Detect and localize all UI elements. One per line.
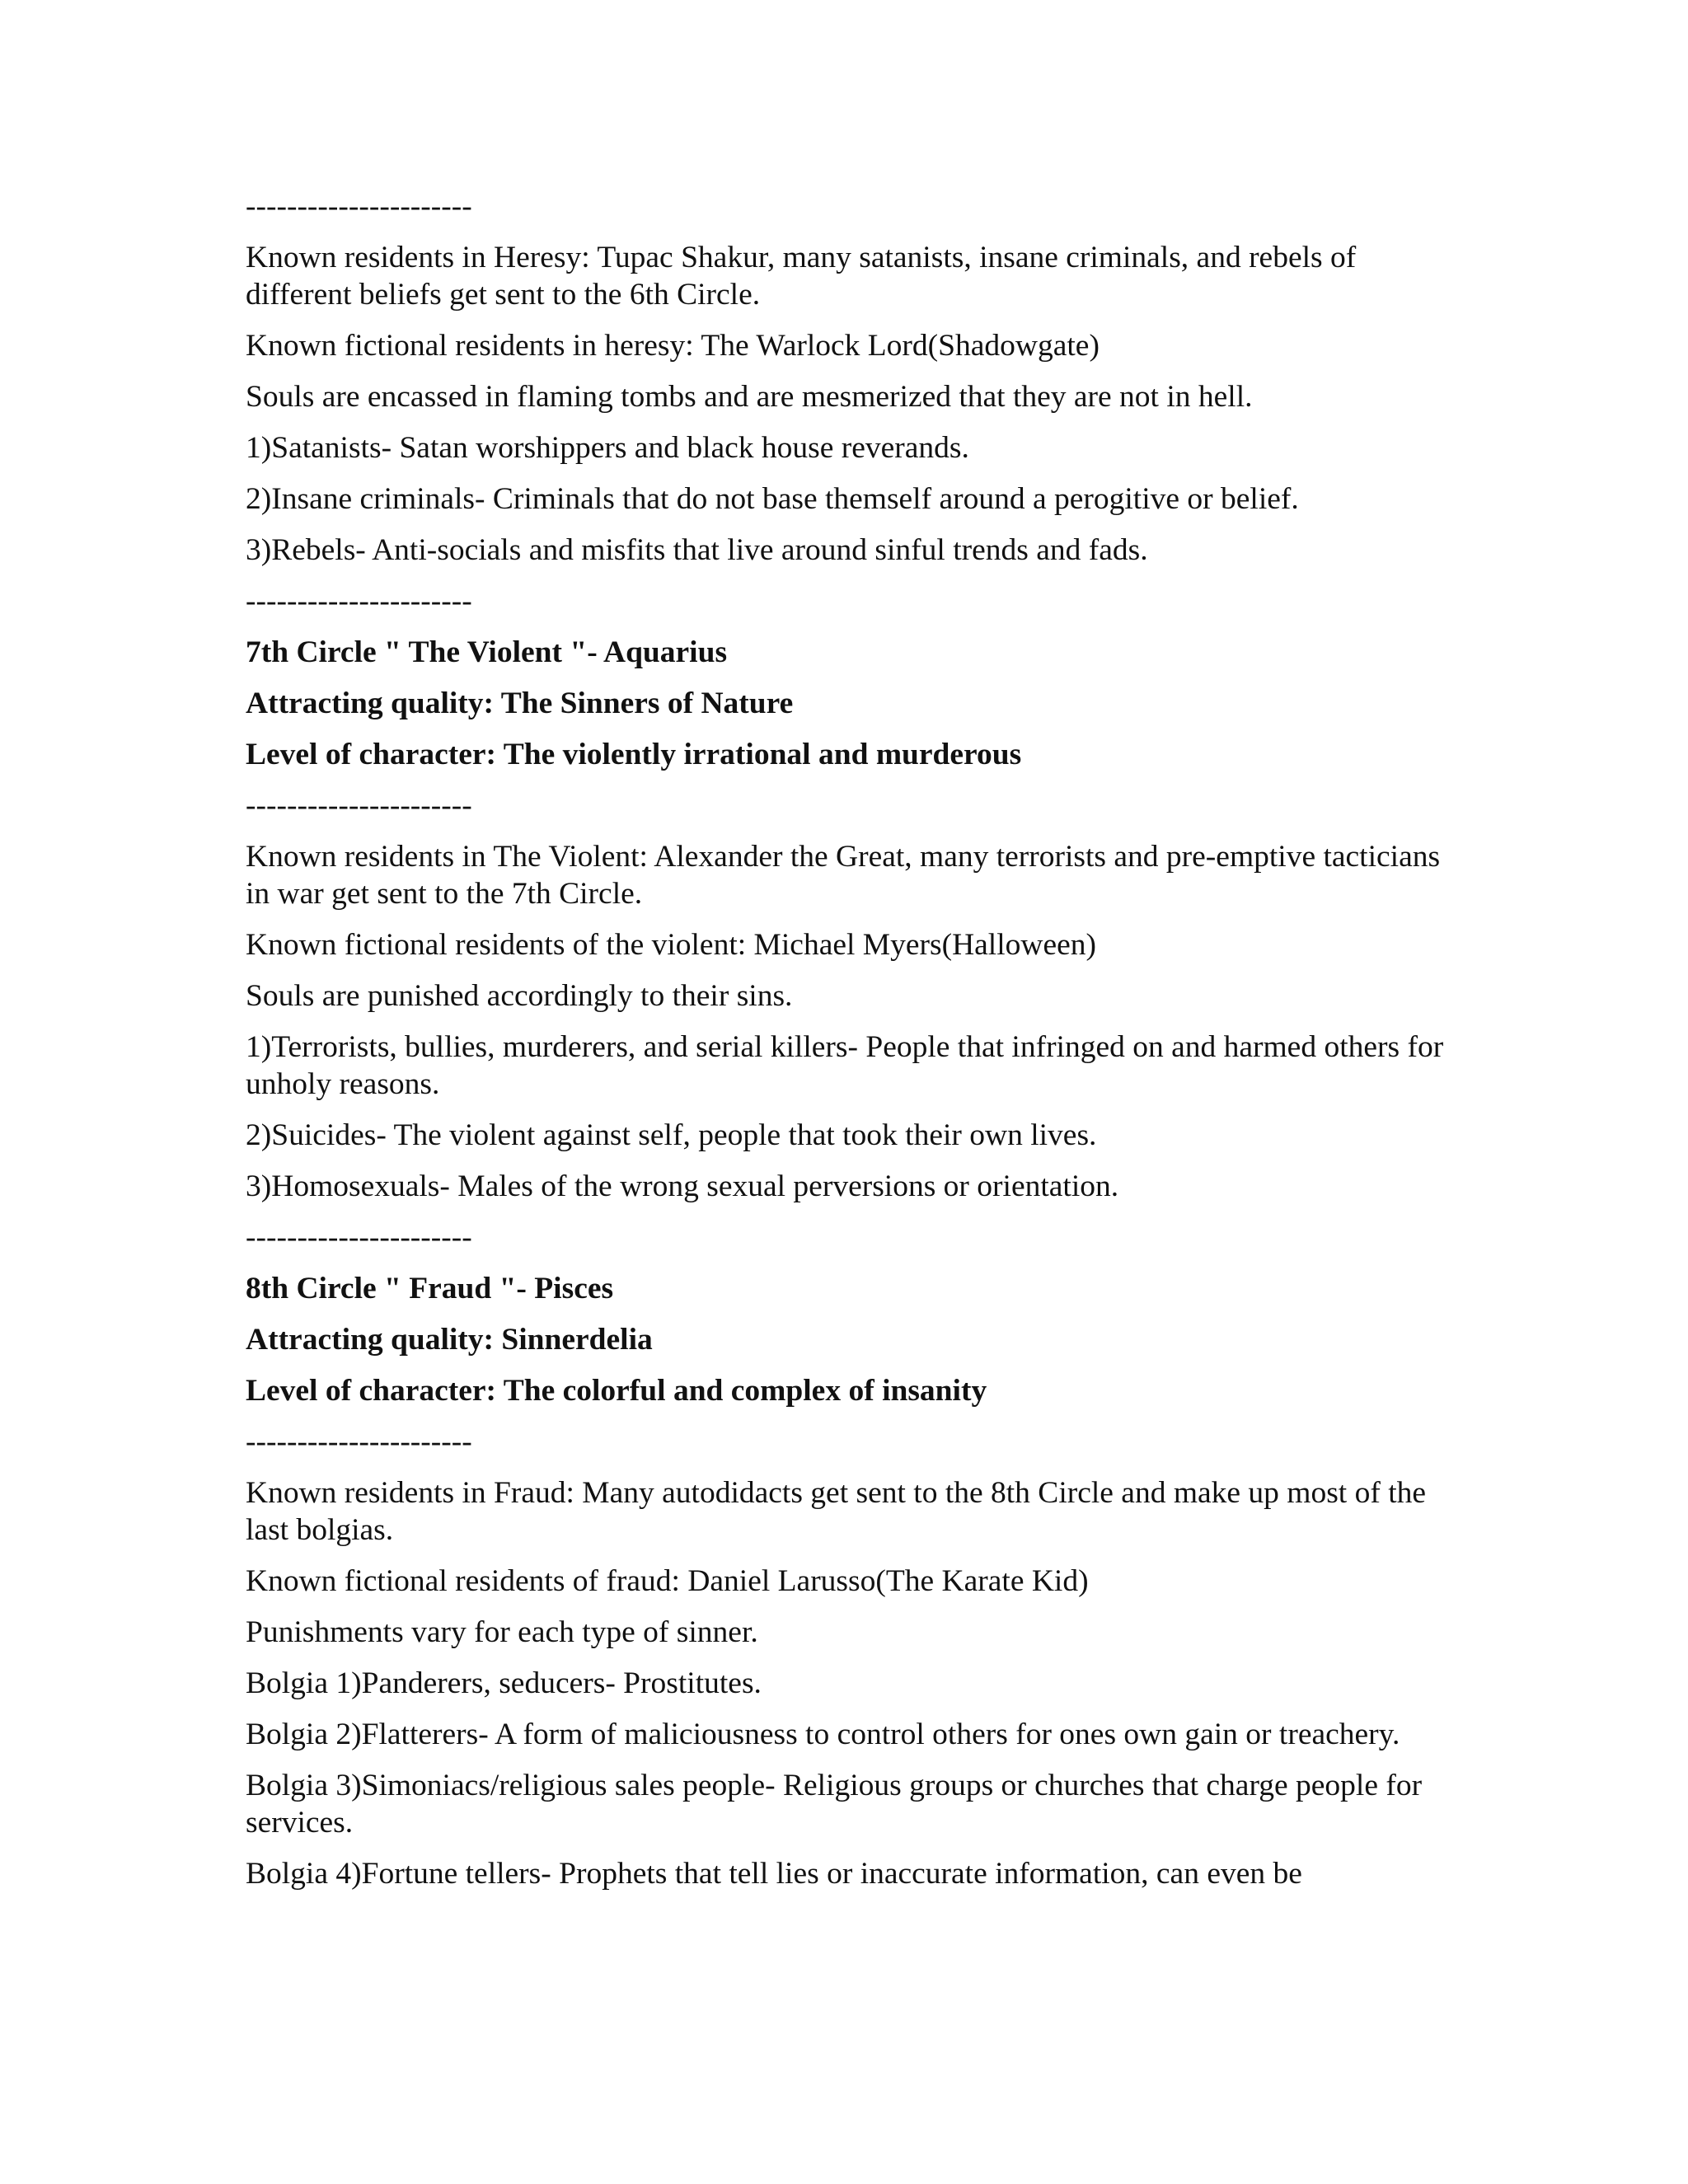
paragraph: 3)Homosexuals- Males of the wrong sexual perversions or orientation. [246, 1169, 1119, 1203]
paragraph: Souls are punished accordingly to their sins. [246, 979, 793, 1013]
paragraph: 3)Rebels- Anti-socials and misfits that live around sinful trends and fads. [246, 533, 1148, 567]
paragraph: Known residents in The Violent: Alexander the Great, many terrorists and pre-emptive tacticians in war get sent to the 7th Circle. [246, 840, 1441, 911]
section-separator: ---------------------- [246, 1425, 472, 1459]
section-heading: Level of character: The violently irrational and murderous [246, 738, 1022, 771]
section-heading: 7th Circle " The Violent "- Aquarius [246, 635, 728, 669]
section-heading: Level of character: The colorful and complex of insanity [246, 1374, 987, 1408]
paragraph: Known residents in Fraud: Many autodidacts get sent to the 8th Circle and make up most of the last bolgias. [246, 1476, 1427, 1547]
section-heading: Attracting quality: The Sinners of Nature [246, 687, 794, 720]
paragraph: Bolgia 1)Panderers, seducers- Prostitutes. [246, 1666, 762, 1700]
paragraph: Known fictional residents of the violent: Michael Myers(Halloween) [246, 928, 1097, 962]
section-separator: ---------------------- [246, 789, 472, 823]
paragraph: Known residents in Heresy: Tupac Shakur, many satanists, insane criminals, and rebels of different beliefs get sent to the 6th Circle. [246, 241, 1357, 312]
paragraph: Bolgia 2)Flatterers- A form of maliciousness to control others for ones own gain or treachery. [246, 1718, 1400, 1751]
paragraph: Punishments vary for each type of sinner. [246, 1615, 758, 1649]
paragraph: 2)Insane criminals- Criminals that do not base themself around a perogitive or belief. [246, 482, 1299, 516]
paragraph: Bolgia 3)Simoniacs/religious sales people- Religious groups or churches that charge people for services. [246, 1769, 1423, 1840]
section-separator: ---------------------- [246, 1221, 472, 1254]
paragraph: Bolgia 4)Fortune tellers- Prophets that tell lies or inaccurate information, can even be [246, 1857, 1302, 1891]
section-separator: ---------------------- [246, 190, 472, 223]
paragraph: 1)Satanists- Satan worshippers and black house reverands. [246, 431, 969, 465]
section-heading: Attracting quality: Sinnerdelia [246, 1323, 653, 1357]
paragraph: Known fictional residents of fraud: Daniel Larusso(The Karate Kid) [246, 1564, 1089, 1598]
paragraph: 1)Terrorists, bullies, murderers, and serial killers- People that infringed on and harmed others for unholy reasons. [246, 1030, 1444, 1101]
paragraph: 2)Suicides- The violent against self, people that took their own lives. [246, 1118, 1097, 1152]
section-heading: 8th Circle " Fraud "- Pisces [246, 1272, 614, 1305]
paragraph: Souls are encassed in flaming tombs and are mesmerized that they are not in hell. [246, 380, 1253, 414]
document-body [246, 188, 1449, 1906]
section-separator: ---------------------- [246, 584, 472, 618]
paragraph: Known fictional residents in heresy: The Warlock Lord(Shadowgate) [246, 329, 1100, 363]
